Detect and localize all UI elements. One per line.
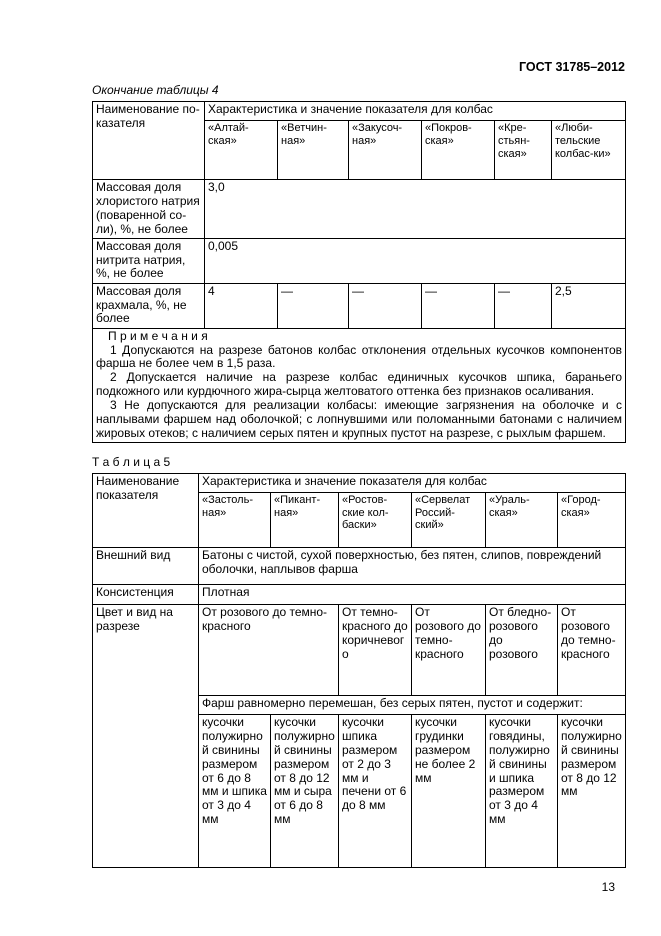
table4-row-starch-value-4: —: [495, 283, 552, 328]
table4-caption: Окончание таблицы 4: [92, 83, 219, 97]
table4-col-krestyanskaya: «Кре-стьян-ская»: [495, 121, 552, 180]
table5-piece-3: кусочки грудинки размером не более 2 мм: [412, 714, 486, 867]
table4-col-vetchinnaya: «Ветчин-ная»: [278, 121, 349, 180]
table4-row-nitrite-value: 0,005: [205, 238, 626, 283]
table5-color-label: Цвет и вид на разрезе: [93, 604, 199, 867]
table5-piece-0: кусочки полужирной свинины размером от 6 до 8 мм и шпика от 3 до 4 мм: [199, 714, 271, 867]
table5-col-rostovskie: «Ростов-ские кол-баски»: [339, 492, 412, 547]
table4-row-starch-value-3: —: [422, 283, 495, 328]
table5: [92, 473, 626, 868]
note-2: 2 Допускается наличие на разрезе колбас единичных кусочков шпика, бараньего подкожного или курдючного жира-сырца желтоватого оттенка без признаков осаливания.: [96, 370, 623, 399]
table4-col-pokrovskaya: «Покров-ская»: [422, 121, 495, 180]
table5-name-header: Наименование показателя: [93, 473, 199, 547]
table5-color-value-4: От розового до темно-красного: [558, 604, 626, 695]
page-number: 13: [601, 880, 615, 894]
table4-col-lyubitelskie: «Люби-тельские колбас-ки»: [552, 121, 626, 180]
table4-notes: [93, 328, 626, 442]
table5-col-gorodskaya: «Город-ская»: [558, 492, 626, 547]
table5-piece-2: кусочки шпика размером от 2 до 3 мм и печени от 6 до 8 мм: [339, 714, 412, 867]
table4-name-header: Наименование по-казателя: [93, 102, 205, 180]
table5-color-value-2: От розового до темно-красного: [412, 604, 486, 695]
note-1: 1 Допускаются на разрезе батонов колбас отклонения отдельных кусочков компонентов фарша не более чем в 1,5 раза.: [96, 342, 623, 371]
table4-row-starch-value-2: —: [349, 283, 422, 328]
table4-row-starch-label: Массовая доля крахмала, %, не более: [93, 283, 205, 328]
table5-color-value-3: От бледно-розового до розового: [486, 604, 558, 695]
table5-group-header: Характеристика и значение показателя для колбас: [199, 473, 626, 492]
table5-col-servelat: «Сервелат Россий-ский»: [412, 492, 486, 547]
table5-piece-5: кусочки полужирной свинины размером от 8 до 12 мм: [558, 714, 626, 867]
table4-col-zakusochnaya: «Закусоч-ная»: [349, 121, 422, 180]
note-3: 3 Не допускаются для реализации колбасы: имеющие загрязнения на оболочке и с наплывами фаршем над оболочкой; с лопнувшими или поломанными батонами с наличием жировых отеков; с наличием серых пятен и крупных пустот на разрезе, с рыхлым фаршем.: [96, 398, 623, 440]
table4-row-starch-value-0: 4: [205, 283, 278, 328]
table4-row-salt-label: Массовая доля хлористого натрия (поваренной со-ли), %, не более: [93, 180, 205, 239]
table5-appearance-label: Внешний вид: [93, 547, 199, 584]
table5-piece-4: кусочки говядины, полужирной свинины и шпика размером от 3 до 4 мм: [486, 714, 558, 867]
notes-title: П р и м е ч а н и я: [108, 328, 208, 343]
table4-col-altayskaya: «Алтай-ская»: [205, 121, 278, 180]
standard-number: ГОСТ 31785–2012: [519, 60, 625, 74]
table5-consistency-value: Плотная: [199, 584, 626, 604]
table5-col-zastolnaya: «Застоль-ная»: [199, 492, 271, 547]
table5-col-pikantnaya: «Пикант-ная»: [271, 492, 339, 547]
table4-row-starch-value-1: —: [278, 283, 349, 328]
table5-consistency-label: Консистенция: [93, 584, 199, 604]
table4-group-header: Характеристика и значение показателя для колбас: [205, 102, 626, 121]
page-content: [92, 0, 625, 868]
table5-caption: Т а б л и ц а 5: [92, 454, 171, 469]
table5-appearance-value: Батоны с чистой, сухой поверхностью, без пятен, слипов, повреждений оболочки, наплывов фарша: [199, 547, 626, 584]
table4-row-salt-value: 3,0: [205, 180, 626, 239]
table5-color-value-1: От темно-красного до коричневого: [339, 604, 412, 695]
table5-piece-1: кусочки полужирной свинины размером от 8 до 12 мм и сыра от 6 до 8 мм: [271, 714, 339, 867]
table4-row-nitrite-label: Массовая доля нитрита натрия, %, не более: [93, 238, 205, 283]
table4: [92, 101, 626, 443]
table5-farsh-text: Фарш равномерно перемешан, без серых пятен, пустот и содержит:: [199, 695, 626, 714]
table5-col-uralskaya: «Ураль-ская»: [486, 492, 558, 547]
table5-color-value-0: От розового до темно-красного: [199, 604, 339, 695]
table4-row-starch-value-5: 2,5: [552, 283, 626, 328]
